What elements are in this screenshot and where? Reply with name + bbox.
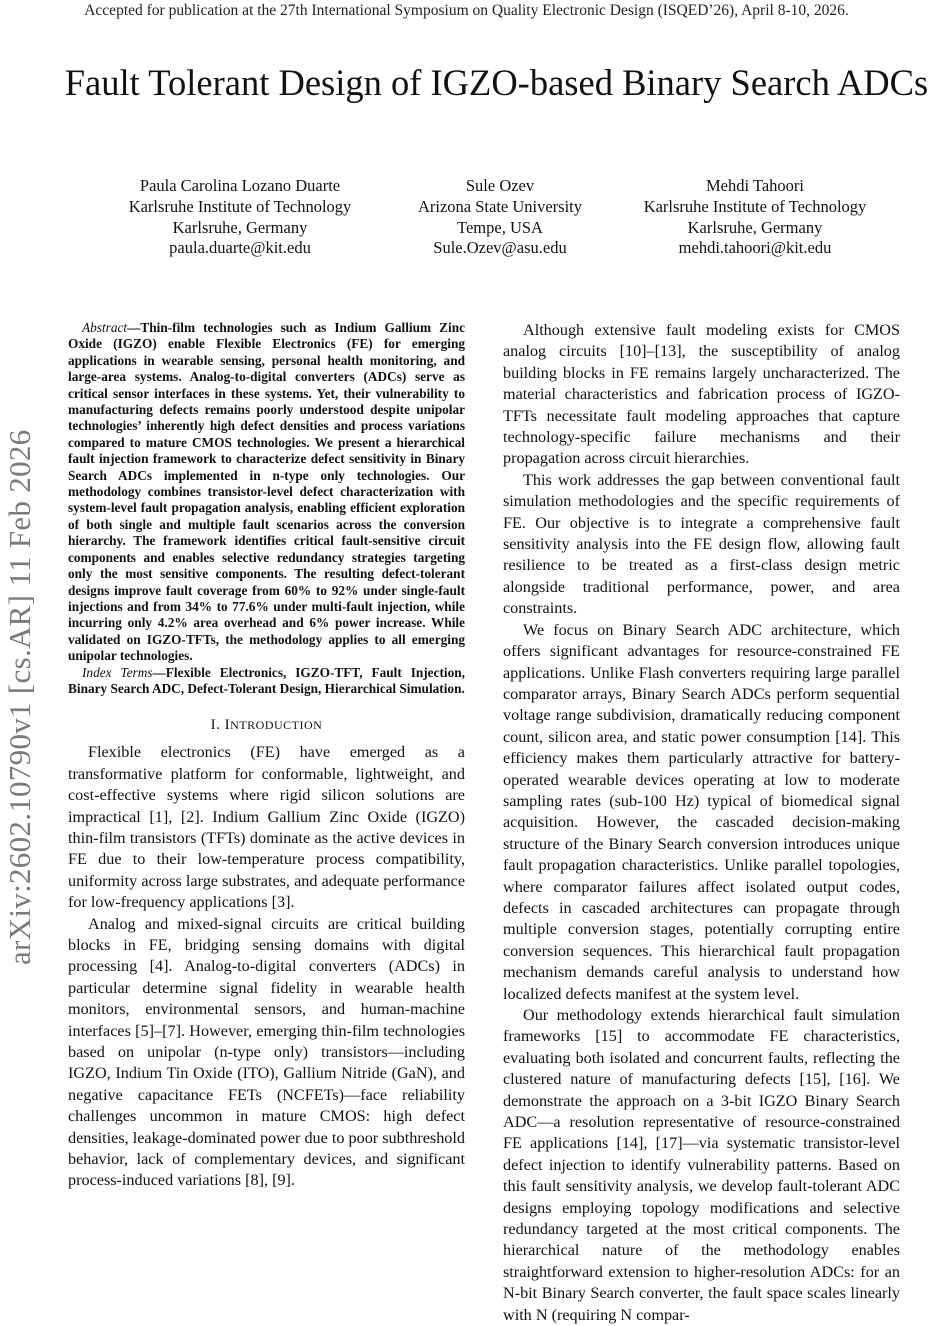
abstract-text: —Thin-film technologies such as Indium Gallium Zinc Oxide (IGZO) enable Flexible Electronics (FE) for emerging applications in wearable sensing, personal health monitoring, and large-area systems. Analog-to-digital converters (ADCs) serve as critical sensor interfaces in these systems. Yet, their vulnerability to manufacturing defects remains poorly understood despite unipolar technologies’ inherently high defect densities and process variations compared to mature CMOS technologies. We present a hierarchical fault injection framework to characterize defect sensitivity in Binary Search ADCs implemented in n-type only technologies. Our methodology combines transistor-level defect characterization with system-level fault propagation analysis, enabling efficient exploration of both single and multiple fault scenarios across the conversion hierarchy. The framework identifies critical fault-sensitive circuit components and enables selective redundancy strategies targeting only the most sensitive components. The resulting defect-tolerant designs improve fault coverage from 60% to 92% under single-fault injections and from 34% to 77.6% under multi-fault injection, while incurring only 4.2% area overhead and 6% power increase. While validated on IGZO-TFTs, the methodology applies to all emerging unipolar technologies. (68, 320, 465, 664)
paragraph: Our methodology extends hierarchical fault simulation frameworks [15] to accommodate FE characteristics, evaluating both isolated and concurrent faults, reflecting the clustered nature of manufacturing defects [15], [16]. We demonstrate the approach on a 3-bit IGZO Binary Search ADC—a resolution representative of resource-constrained FE applications [14], [17]—via systematic transistor-level defect injection to identify vulnerability patterns. Based on this fault sensitivity analysis, we develop fault-tolerant ADC designs employing topology modifications and selective redundancy targeted at the most critical components. The hierarchical nature of the methodology enables straightforward extension to higher-resolution ADCs: for an N-bit Binary Search converter, the fault space scales linearly with N (requiring N compar- (503, 1006, 900, 1324)
index-terms-text: —Flexible Electronics, IGZO-TFT, Fault Injection, Binary Search ADC, Defect-Tolerant Design, Hierarchical Simulation. (68, 664, 465, 696)
author-email[interactable]: mehdi.tahoori@kit.edu (678, 238, 832, 258)
author-affiliation: Arizona State University (417, 196, 583, 216)
author-location: Tempe, USA (457, 217, 543, 237)
author-name: Mehdi Tahoori (706, 176, 804, 195)
publication-note: Accepted for publication at the 27th International Symposium on Quality Electronic Design (ISQED’26), April 8-10, 2026. (84, 2, 849, 19)
index-terms-label: Index Terms (82, 664, 153, 680)
author-block (385, 176, 615, 259)
section-number: I. (210, 717, 221, 734)
arxiv-identifier[interactable]: arXiv:2602.10790v1 [cs.AR] 11 Feb 2026 (2, 429, 37, 965)
author-email[interactable]: Sule.Ozev@asu.edu (433, 238, 567, 258)
section-title-initial: I (224, 717, 231, 734)
author-location: Karlsruhe, Germany (172, 217, 308, 237)
paragraph: We focus on Binary Search ADC architecture, which offers significant advantages for resource-constrained FE applications. Unlike Flash converters requiring large parallel comparator arrays, Binary Search ADCs perform sequential voltage range subdivision, dramatically reducing component count, silicon area, and static power consumption [14]. This efficiency makes them particularly attractive for battery-operated wearable devices operating at low to moderate sampling rates (sub-100 Hz) typical of biomedical signal acquisition. However, the cascaded decision-making structure of the Binary Search conversion introduces unique fault propagation characteristics. Unlike parallel topologies, where comparator failures affect isolated output codes, defects in cascaded architectures can propagate through multiple conversion stages, potentially corrupting entire conversion sequences. This hierarchical fault propagation mechanism demands careful analysis to understand how localized defects manifest at the system level. (503, 620, 900, 1003)
paper-title: Fault Tolerant Design of IGZO-based Binary Search ADCs (64, 62, 929, 103)
section-heading (68, 717, 465, 734)
author-affiliation: Karlsruhe Institute of Technology (128, 196, 352, 216)
paragraph: This work addresses the gap between conventional fault simulation methodologies and the specific requirements of FE. Our objective is to integrate a comprehensive fault sensitivity analysis into the FE design flow, allowing fault resilience to be treated as a first-class design metric alongside traditional performance, power, and area constraints. (503, 470, 900, 618)
author-name: Paula Carolina Lozano Duarte (139, 176, 341, 195)
abstract (68, 320, 465, 665)
section-title-rest: NTRODUCTION (230, 718, 323, 733)
paragraph: Although extensive fault modeling exists for CMOS analog circuits [10]–[13], the susceptibility of analog building blocks in FE remains largely uncharacterized. The material characteristics and fabrication process of IGZO-TFTs necessitate fault modeling approaches that capture technology-specific failure mechanisms and their propagation across circuit hierarchies. (503, 321, 900, 468)
author-location: Karlsruhe, Germany (687, 217, 823, 237)
index-terms (68, 665, 465, 698)
author-affiliation: Karlsruhe Institute of Technology (643, 196, 867, 216)
author-email[interactable]: paula.duarte@kit.edu (169, 238, 311, 258)
author-block (95, 176, 385, 259)
left-column (68, 320, 465, 1192)
paragraph: Analog and mixed-signal circuits are critical building blocks in FE, bridging sensing domains with digital processing [4]. Analog-to-digital converters (ADCs) in particular determine signal fidelity in wearable health monitors, environmental sensors, and human-machine interfaces [5]–[7]. However, emerging thin-film technologies based on unipolar (n-type only) transistors—including IGZO, Indium Tin Oxide (ITO), Gallium Nitride (GaN), and negative capacitance FETs (NCFETs)—face reliability challenges uncommon in mature CMOS: high defect densities, leakage-dominated power due to poor subthreshold behavior, lack of complementary devices, and significant process-induced variations [8], [9]. (68, 914, 465, 1190)
author-block (615, 176, 895, 259)
abstract-label: Abstract (82, 320, 128, 335)
author-name: Sule Ozev (465, 176, 535, 195)
paragraph: Flexible electronics (FE) have emerged as a transformative platform for conformable, lightweight, and cost-effective systems where rigid silicon solutions are impractical [1], [2]. Indium Gallium Zinc Oxide (IGZO) thin-film transistors (TFTs) dominate as the active devices in FE due to their low-temperature process compatibility, uniformity across large substrates, and adequate performance for low-frequency applications [3]. (68, 743, 465, 912)
right-column (503, 320, 900, 1326)
